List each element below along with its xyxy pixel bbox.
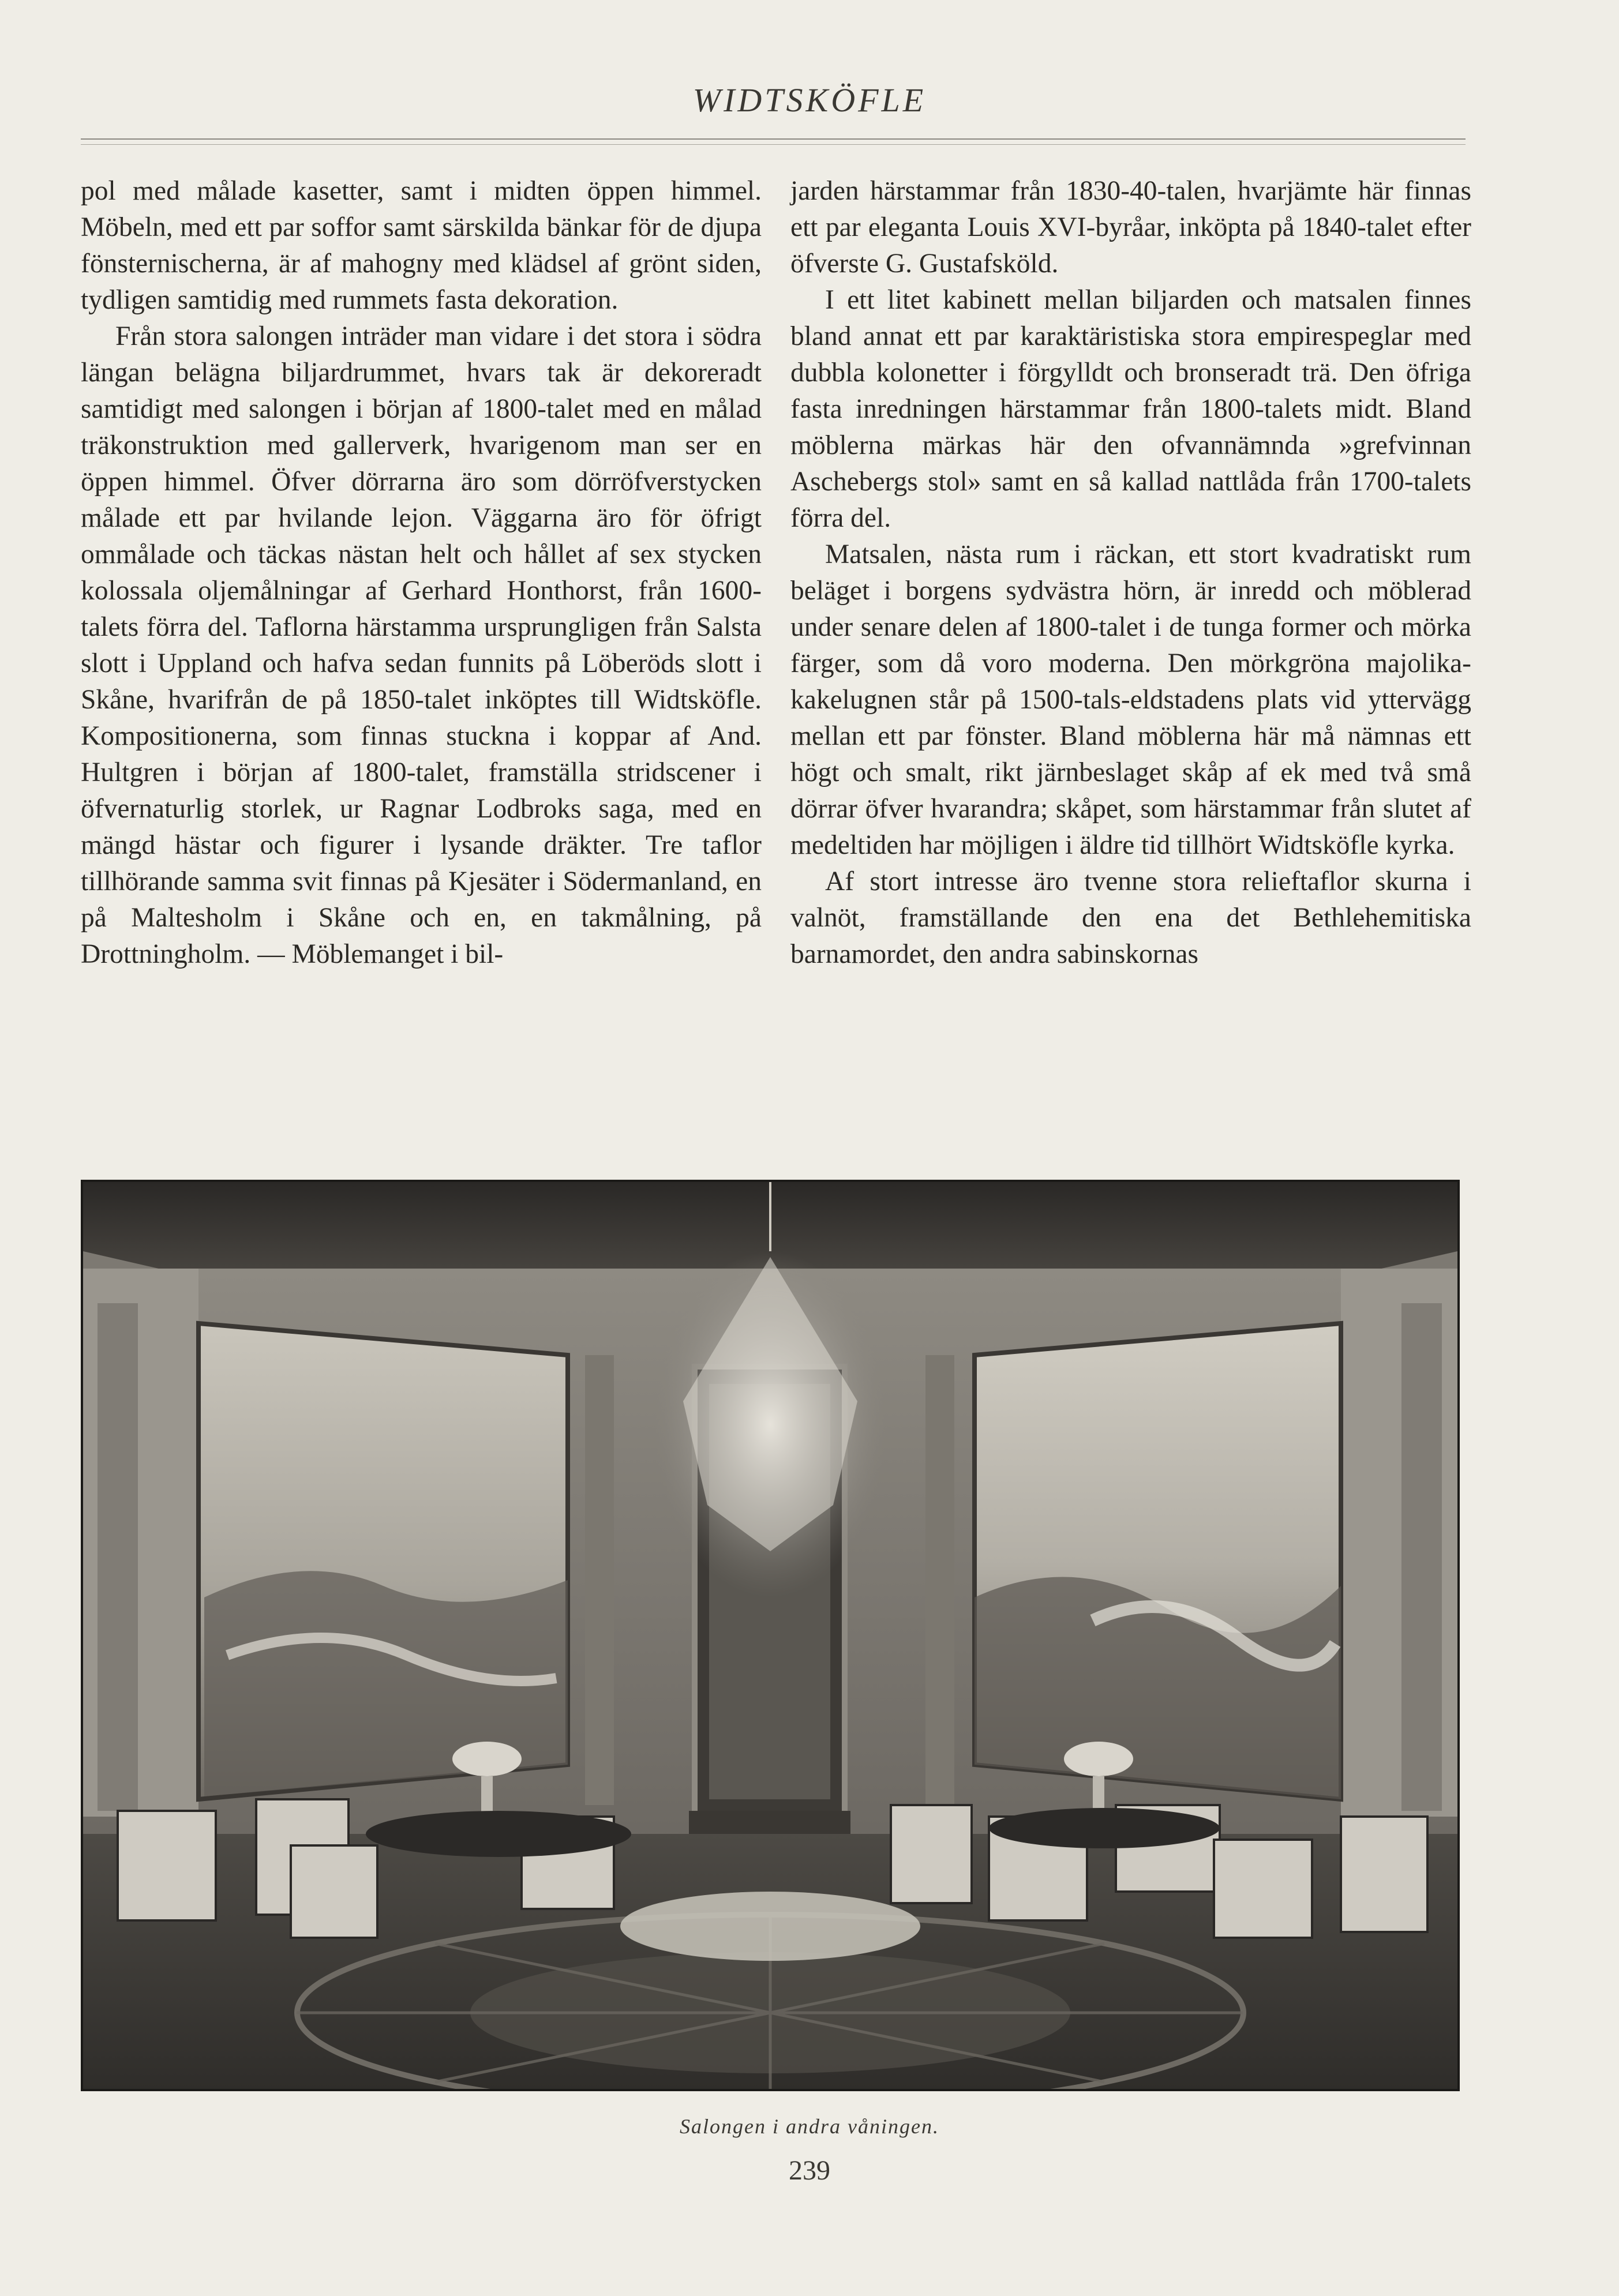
header-rule: [81, 138, 1466, 140]
right-paragraph-2: I ett litet kabinett mellan biljarden och matsalen finnes bland annat ett par karaktäristiska stora empirespeglar med dubbla kolonetter i förgylldt och bronseradt trä. Den öfriga fasta inredningen härstammar från 1800-talets midt. Bland möblerna märkas här den ofvannämnda »grefvinnan Aschebergs stol» samt en så kallad nattlåda från 1700-talets förra del.: [790, 285, 1471, 533]
left-paragraph-1: pol med målade kasetter, samt i midten öppen himmel. Möbeln, med ett par soffor samt särskilda bänkar för de djupa fönsternischerna, är af mahogny med klädsel af grönt siden, tydligen samtidig med rummets fasta dekoration.: [81, 176, 762, 315]
header-rule-thin: [81, 144, 1466, 145]
left-text-column: [81, 173, 762, 973]
right-text-column: [790, 173, 1471, 973]
salon-photograph: [81, 1180, 1460, 2091]
left-paragraph-2: Från stora salongen inträder man vidare i det stora i södra längan belägna biljardrummet, hvars tak är dekoreradt samtidigt med salongen i början af 1800-talet med en målad träkonstruktion med gallerverk, hvarigenom man ser en öppen himmel. Öfver dörrarna äro som dörröfverstycken målade ett par hvilande lejon. Väggarna äro för öfrigt ommålade och täckas nästan helt och hållet af sex stycken kolossala oljemålningar af Gerhard Honthorst, från 1600-talets förra del. Taflorna härstamma ursprungligen från Salsta slott i Uppland och hafva sedan funnits på Löberöds slott i Skåne, hvarifrån de på 1850-talet inköptes till Widtsköfle. Kompositionerna, som finnas stuckna i koppar af And. Hultgren i början af 1800-talet, framställa stridscener i öfvernaturlig storlek, ur Ragnar Lodbroks saga, med en mängd hästar och figurer i lysande dräkter. Tre taflor tillhörande samma svit finnas på Kjesäter i Södermanland, en på Maltesholm i Skåne och en, en takmålning, på Drottningholm. — Möblemanget i bil-: [81, 321, 762, 969]
salon-photograph-drawing: [83, 1182, 1457, 2089]
right-paragraph-1: jarden härstammar från 1830-40-talen, hvarjämte här finnas ett par eleganta Louis XVI-byråar, inköpta på 1840-talet efter öfverste G. Gustafsköld.: [790, 176, 1471, 279]
right-paragraph-3: Matsalen, nästa rum i räckan, ett stort kvadratiskt rum beläget i borgens sydvästra hörn, är inredd och möblerad under senare delen af 1800-talet i de tunga former och mörka färger, som då voro moderna. Den mörkgröna majolika-kakelugnen står på 1500-tals-eldstadens plats vid yttervägg mellan ett par fönster. Bland möblerna här må nämnas ett högt och smalt, rikt järnbeslaget skåp af ek med två små dörrar öfver hvarandra; skåpet, som härstammar från slutet af medeltiden har möjligen i äldre tid tillhört Widtsköfle kyrka.: [790, 539, 1471, 860]
figure-caption: Salongen i andra våningen.: [680, 2115, 939, 2138]
running-head: WIDTSKÖFLE: [692, 81, 927, 119]
right-paragraph-4: Af stort intresse äro tvenne stora relieftaflor skurna i valnöt, framställande den ena det Bethlehemitiska barnamordet, den andra sabinskornas: [790, 866, 1471, 969]
page-number: 239: [789, 2155, 830, 2186]
